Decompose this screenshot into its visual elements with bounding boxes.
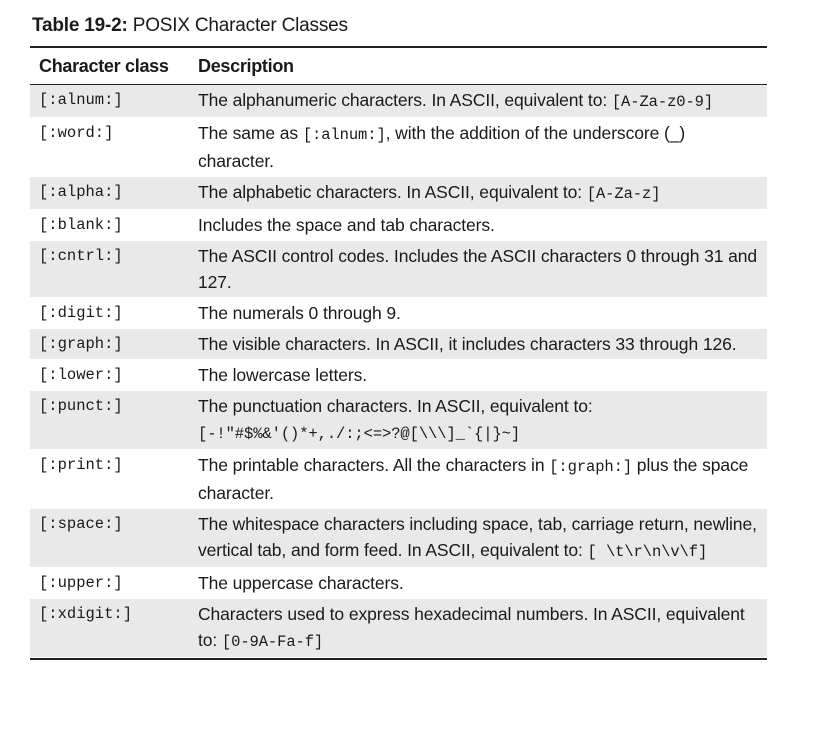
description-text: Includes the space and tab characters. (198, 215, 495, 235)
description-cell (189, 391, 767, 449)
header-character-class: Character class (39, 55, 169, 76)
character-class-cell: [:upper:] (39, 574, 123, 592)
description-cell (189, 509, 767, 567)
table-row (30, 85, 767, 118)
posix-classes-table (30, 46, 767, 660)
character-class-cell: [:word:] (39, 124, 114, 142)
description-cell (189, 360, 767, 390)
description-cell (189, 241, 767, 297)
table-row (30, 599, 767, 658)
description-cell (189, 298, 767, 328)
table-row (30, 298, 767, 329)
description-text: The lowercase letters. (198, 365, 367, 385)
character-class-cell: [:blank:] (39, 216, 123, 234)
table-row (30, 391, 767, 450)
table-row (30, 241, 767, 298)
table-caption-title: POSIX Character Classes (132, 15, 348, 36)
table-body (30, 85, 767, 658)
description-text: Characters used to express hexadecimal numbers. In ASCII, equivalent to: (198, 604, 745, 650)
description-text: The alphabetic characters. In ASCII, equivalent to: (198, 182, 587, 202)
description-cell (189, 568, 767, 598)
description-cell (189, 85, 767, 117)
table-caption-label: Table 19-2: (32, 15, 128, 36)
description-text: The visible characters. In ASCII, it includes characters 33 through 126. (198, 334, 737, 354)
character-class-cell: [:cntrl:] (39, 247, 123, 265)
description-text: , with the addition of the underscore (_) character. (198, 123, 686, 171)
table-header-row (30, 48, 767, 85)
table-row (30, 360, 767, 391)
code-text: [:graph:] (549, 458, 633, 476)
description-text: The alphanumeric characters. In ASCII, equivalent to: (198, 90, 612, 110)
table-row (30, 210, 767, 241)
code-text: [A-Za-z0-9] (611, 93, 714, 111)
table-row (30, 329, 767, 360)
description-cell (189, 177, 767, 209)
description-text: The printable characters. All the characters in (198, 455, 550, 475)
code-text: [ \t\r\n\v\f] (587, 543, 708, 561)
description-cell (189, 450, 767, 508)
table-row (30, 509, 767, 568)
description-text: The numerals 0 through 9. (198, 303, 401, 323)
character-class-cell: [:punct:] (39, 397, 123, 415)
description-text: The ASCII control codes. Includes the ASCII characters 0 through 31 and 127. (198, 246, 758, 292)
character-class-cell: [:space:] (39, 515, 123, 533)
header-description: Description (198, 55, 294, 76)
table-row (30, 450, 767, 509)
description-text: The same as (198, 123, 303, 143)
description-cell (189, 599, 767, 657)
code-text: [0-9A-Fa-f] (221, 633, 324, 651)
table-row (30, 177, 767, 210)
table-row (30, 568, 767, 599)
code-text: [A-Za-z] (586, 185, 661, 203)
character-class-cell: [:lower:] (39, 366, 123, 384)
table-row (30, 118, 767, 177)
description-cell (189, 118, 767, 176)
description-cell (189, 329, 767, 359)
description-text: The uppercase characters. (198, 573, 404, 593)
character-class-cell: [:xdigit:] (39, 605, 133, 623)
table-caption (32, 14, 348, 38)
description-cell (189, 210, 767, 240)
character-class-cell: [:print:] (39, 456, 123, 474)
code-text: [-!"#$%&'()*+,./:;<=>?@[\\\]_`{|}~] (198, 425, 521, 443)
character-class-cell: [:graph:] (39, 335, 123, 353)
code-text: [:alnum:] (302, 126, 386, 144)
description-text: plus the space character. (198, 455, 749, 503)
character-class-cell: [:alnum:] (39, 91, 123, 109)
character-class-cell: [:alpha:] (39, 183, 123, 201)
description-text: The whitespace characters including space, tab, carriage return, newline, vertical tab, and form feed. In ASCII, equivalent to: (198, 514, 757, 560)
description-text: The punctuation characters. In ASCII, equivalent to: (198, 396, 593, 416)
character-class-cell: [:digit:] (39, 304, 123, 322)
